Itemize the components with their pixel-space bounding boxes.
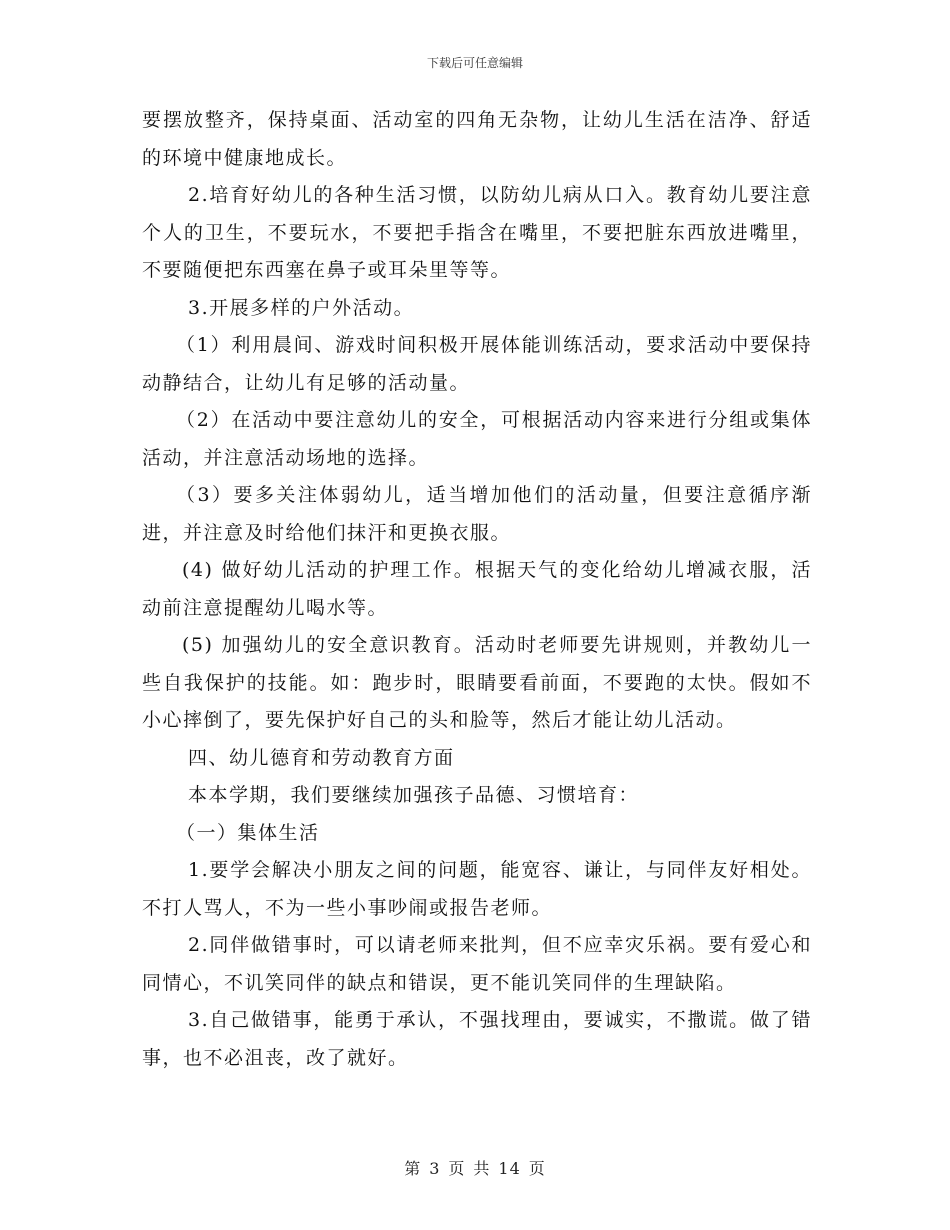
page-header: 下载后可任意编辑 [426, 56, 523, 70]
paragraph: （3）要多关注体弱幼儿，适当增加他们的活动量，但要注意循序渐进，并注意及时给他们抹汗和更换衣服。 [142, 484, 812, 544]
footer-suffix: 页 [528, 1159, 546, 1178]
page-number: 3 [429, 1159, 441, 1178]
paragraph: 2.同伴做错事时，可以请老师来批判，但不应幸灾乐祸。要有爱心和同情心，不讥笑同伴的缺点和错误，更不能讥笑同伴的生理缺陷。 [142, 934, 812, 994]
paragraph: （1）利用晨间、游戏时间积极开展体能训练活动，要求活动中要保持动静结合，让幼儿有足够的活动量。 [142, 334, 812, 394]
paragraph: 3.开展多样的户外活动。 [188, 296, 415, 319]
paragraph: 3.自己做错事，能勇于承认，不强找理由，要诚实，不撒谎。做了错事，也不必沮丧，改了就好。 [142, 1009, 812, 1069]
paragraph: (5) 加强幼儿的安全意识教育。活动时老师要先讲规则，并教幼儿一些自我保护的技能。如：跑步时，眼睛要看前面，不要跑的太快。假如不小心摔倒了，要先保护好自己的头和脸等，然后才能让幼儿活动。 [142, 634, 812, 731]
document-body [142, 102, 812, 1077]
paragraph: 1.要学会解决小朋友之间的问题，能宽容、谦让，与同伴友好相处。不打人骂人，不为一些小事吵闹或报告老师。 [142, 859, 812, 919]
footer-prefix: 第 [404, 1159, 422, 1178]
subsection-heading: （一）集体生活 [176, 821, 320, 844]
section-heading: 四、幼儿德育和劳动教育方面 [188, 746, 455, 769]
footer-total-label: 共 [473, 1159, 491, 1178]
footer-page-label: 页 [448, 1159, 466, 1178]
paragraph: （2）在活动中要注意幼儿的安全，可根据活动内容来进行分组或集体活动，并注意活动场地的选择。 [142, 409, 812, 469]
paragraph: (4) 做好幼儿活动的护理工作。根据天气的变化给幼儿增减衣服，活动前注意提醒幼儿喝水等。 [142, 559, 812, 619]
paragraph: 要摆放整齐，保持桌面、活动室的四角无杂物，让幼儿生活在洁净、舒适的环境中健康地成长。 [142, 109, 812, 169]
page-footer [0, 1156, 950, 1179]
paragraph: 本本学期，我们要继续加强孩子品德、习惯培育： [188, 784, 640, 806]
total-pages: 14 [498, 1159, 521, 1178]
paragraph: 2.培育好幼儿的各种生活习惯，以防幼儿病从口入。教育幼儿要注意个人的卫生，不要玩水，不要把手指含在嘴里，不要把脏东西放进嘴里，不要随便把东西塞在鼻子或耳朵里等等。 [142, 184, 812, 281]
